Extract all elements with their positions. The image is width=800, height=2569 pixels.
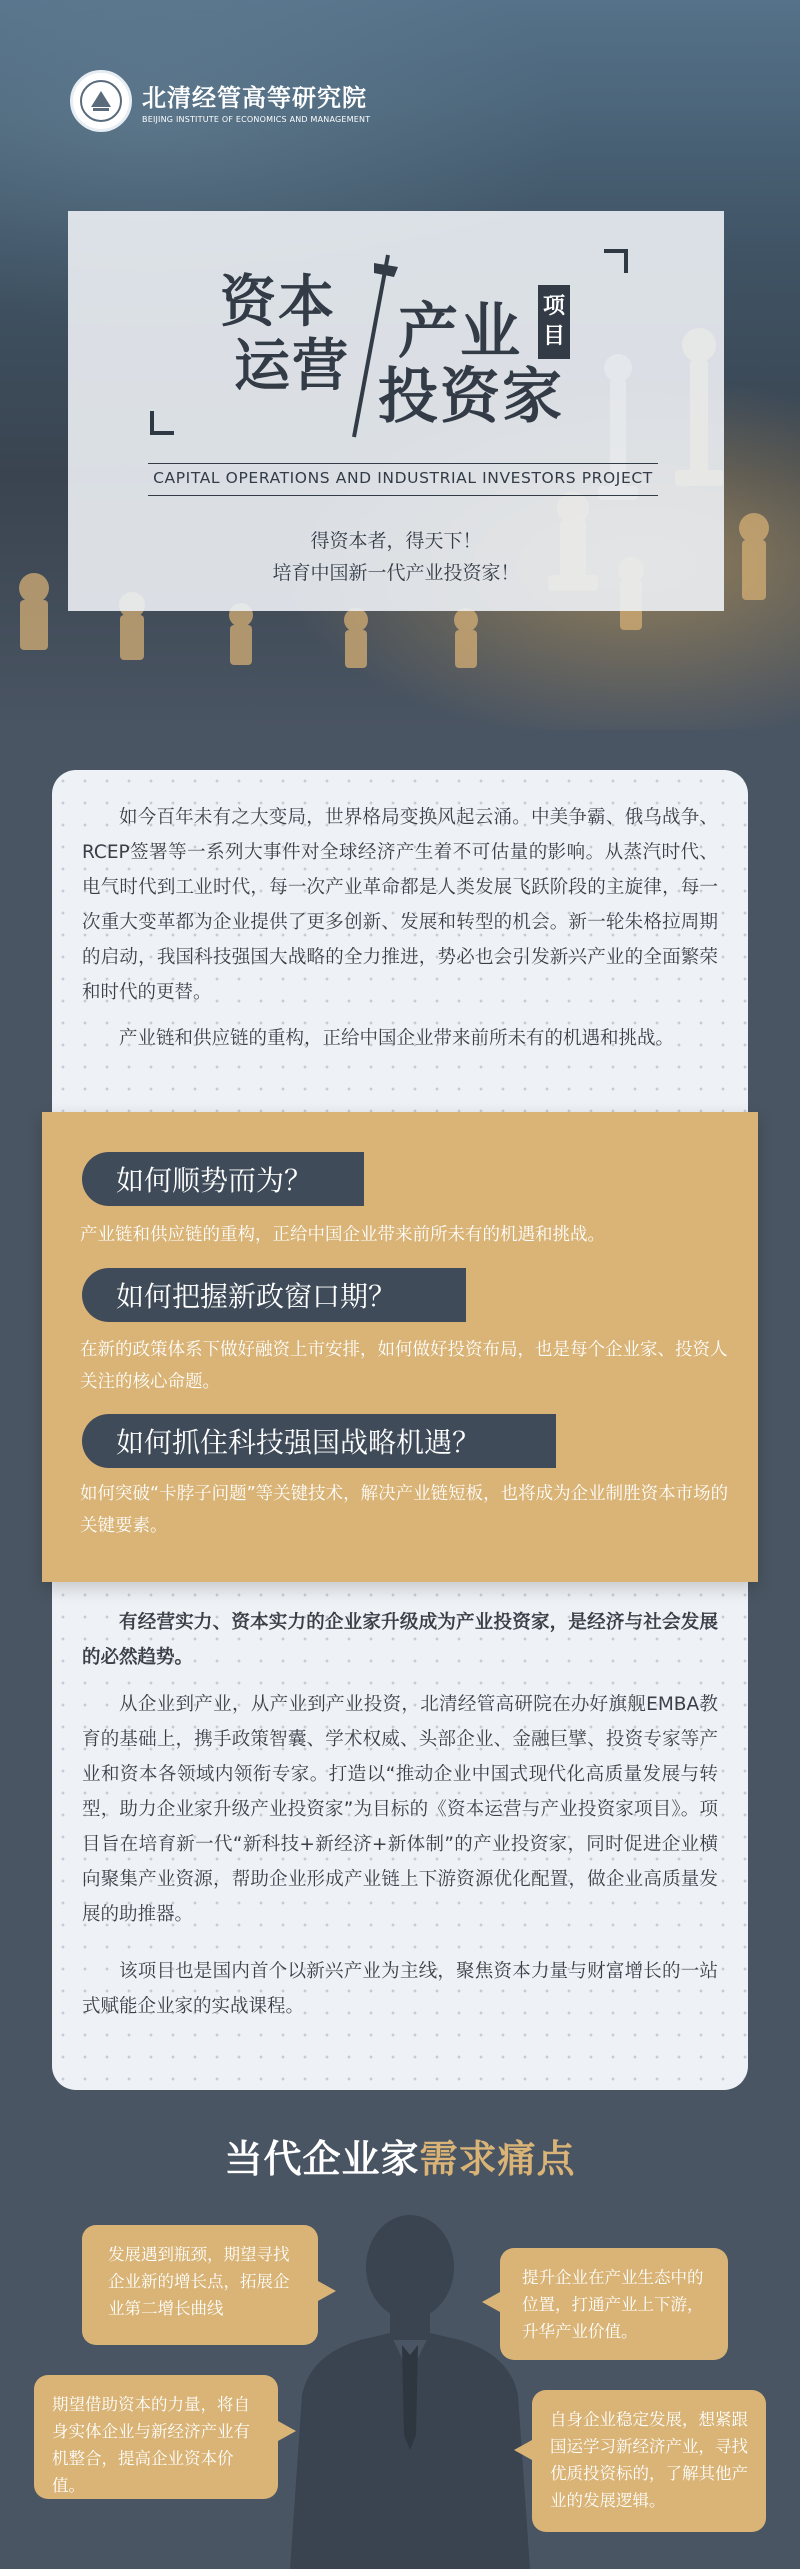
pain-point-bubble: 提升企业在产业生态中的位置，打通产业上下游，升华产业价值。 [500,2248,728,2360]
slogan-line-1: 得资本者，得天下！ [310,530,482,552]
institute-name-en: BEIJING INSTITUTE OF ECONOMICS AND MANAGEMENT [142,115,371,124]
institute-seal-icon [70,70,132,132]
corner-bracket-decoration [150,411,174,435]
corner-bracket-decoration [604,249,628,273]
question-description: 在新的政策体系下做好融资上市安排，如何做好投资布局，也是每个企业家、投资人关注的核心命题。 [80,1340,728,1392]
institute-name-cn: 北清经管高等研究院 [142,83,367,112]
question-description: 产业链和供应链的重构，正给中国企业带来前所未有的机遇和挑战。 [80,1225,605,1245]
slogan-line-2: 培育中国新一代产业投资家！ [272,562,520,584]
pain-title-plain: 当代企业家 [224,2137,420,2181]
question-heading: 如何顺势而为？ [82,1152,364,1206]
title-part-chanye: 产业 [398,297,522,367]
title-part-ziben: 资本 [220,270,336,335]
intro-paragraph: 从企业到产业，从产业到产业投资，北清经管高研院在办好旗舰EMBA教育的基础上，携手政策智囊、学术权威、头部企业、金融巨擘、投资专家等产业和资本各领域内领衔专家。打造以“推动企业中国式现代化高质量发展与转型，助力企业家升级产业投资家”为目标的《资本运营与产业投资家项目》。项目旨在培育新一代“新科技+新经济+新体制”的产业投资家，同时促进企业横向聚集产业资源，帮助企业形成产业链上下游资源优化配置，做企业高质量发展的助推器。 [82,1694,718,1925]
question-heading: 如何把握新政窗口期？ [82,1268,466,1322]
intro-paragraph: 如今百年未有之大变局，世界格局变换风起云涌。中美争霸、俄乌战争、RCEP签署等一系列大事件对全球经济产生着不可估量的影响。从蒸汽时代、电气时代到工业时代，每一次产业革命都是人类发展飞跃阶段的主旋律，每一次重大变革都为企业提供了更多创新、发展和转型的机会。新一轮朱格拉周期的启动，我国科技强国大战略的全力推进，势必也会引发新兴产业的全面繁荣和时代的更替。 [82,807,718,1003]
pain-point-bubble: 期望借助资本的力量，将自身实体企业与新经济产业有机整合，提高企业资本价值。 [34,2375,278,2499]
project-tag: 项目 [538,285,570,359]
intro-paragraph: 产业链和供应链的重构，正给中国企业带来前所未有的机遇和挑战。 [119,1028,675,1049]
key-questions-band [42,1112,758,1582]
divider-line [148,495,658,496]
pain-point-bubble: 发展遇到瓶颈，期望寻找企业新的增长点，拓展企业第二增长曲线 [82,2225,318,2345]
intro-trend-statement: 有经营实力、资本实力的企业家升级成为产业投资家，是经济与社会发展的必然趋势。 [82,1612,718,1668]
title-part-touzijia: 投资家 [378,362,564,432]
question-heading: 如何抓住科技强国战略机遇？ [82,1414,556,1468]
pain-title-highlight: 需求痛点 [419,2137,576,2181]
intro-paragraph: 该项目也是国内首个以新兴产业为主线，聚焦资本力量与财富增长的一站式赋能企业家的实战课程。 [82,1961,718,2017]
flag-icon [374,263,398,277]
question-description: 如何突破“卡脖子问题”等关键技术，解决产业链短板，也将成为企业制胜资本市场的关键要素。 [80,1484,729,1536]
hero-banner [0,0,800,730]
project-title-en: CAPITAL OPERATIONS AND INDUSTRIAL INVESTORS PROJECT [153,469,653,487]
title-part-yunying: 运营 [234,334,350,399]
pain-points-title [0,2128,800,2183]
project-title-card [68,211,724,611]
pain-point-bubble: 自身企业稳定发展，想紧跟国运学习新经济产业，寻找优质投资标的，了解其他产业的发展逻辑。 [532,2390,766,2532]
divider-line [148,463,658,464]
institute-logo[interactable] [70,70,370,132]
